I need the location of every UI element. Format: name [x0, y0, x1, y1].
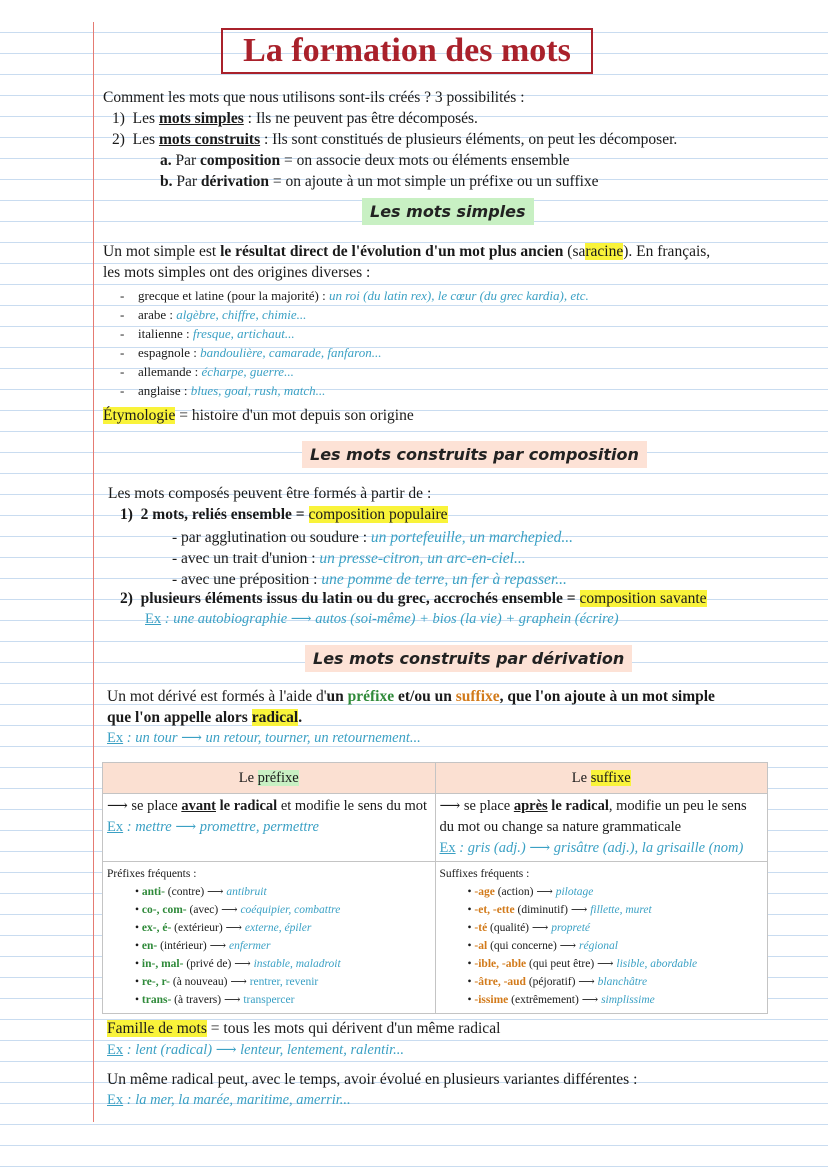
point-label: Les: [132, 131, 156, 148]
list-item: • in-, mal- (privé de) ⟶ instable, maladroit: [135, 958, 341, 970]
table-row: [103, 794, 768, 862]
derivation-example: Ex : un tour ⟶ un retour, tourner, un retournement...: [107, 730, 421, 746]
famille-definition: Famille de mots = tous les mots qui dérivent d'un même radical: [107, 1020, 501, 1037]
section-heading-simples: Les mots simples: [362, 198, 534, 225]
simples-origins-intro: les mots simples ont des origines diverses :: [103, 264, 371, 281]
list-item: - allemande : écharpe, guerre...: [120, 364, 294, 379]
point-label: Les: [132, 110, 156, 127]
margin-line: [93, 22, 94, 1122]
intro-point-a: a. Par composition = on associe deux mots ou éléments ensemble: [160, 152, 570, 169]
section-heading-composition: Les mots construits par composition: [302, 441, 647, 468]
list-item: • ex-, é- (extérieur) ⟶ externe, épiler: [135, 922, 312, 934]
intro-point-1: [112, 110, 478, 128]
list-item: • -té (qualité) ⟶ propreté: [467, 922, 591, 934]
list-item: • -âtre, -aud (péjoratif) ⟶ blanchâtre: [467, 976, 648, 988]
prefixes-frequents: Préfixes fréquents : • anti- (contre) ⟶ antibruit • co-, com- (avec) ⟶ coéquipier, combattre • ex-, é- (extérieur) ⟶ externe, épiler • en- (intérieur) ⟶ enfermer • in-, mal- (privé de) ⟶ instable, maladroit • re-, r- (à nouveau) ⟶ rentrer, revenir • trans- (à travers) ⟶ transpercer: [103, 862, 436, 1014]
point-number: 1): [112, 110, 125, 127]
section-heading-derivation: Les mots construits par dérivation: [305, 645, 632, 672]
intro-question: Comment les mots que nous utilisons sont-ils créés ? 3 possibilités :: [103, 89, 525, 106]
list-item: • -issime (extrêmement) ⟶ simplissime: [467, 994, 655, 1006]
table-header-row: [103, 763, 768, 794]
composition-item-2: 2) plusieurs éléments issus du latin ou du grec, accrochés ensemble = composition savante: [120, 590, 707, 607]
list-item: - par agglutination ou soudure : un portefeuille, un marchepied...: [172, 529, 574, 546]
derivation-definition: Un mot dérivé est formés à l'aide d'un préfixe et/ou un suffixe, que l'on ajoute à un mot simple: [107, 688, 715, 705]
point-term: mots simples: [158, 110, 244, 127]
table-header-prefixe: Le préfixe: [103, 763, 436, 794]
point-text: : Ils sont constitués de plusieurs éléments, on peut les décomposer.: [260, 131, 678, 148]
affix-table: [102, 762, 768, 1014]
composition-subitems: [172, 527, 573, 590]
simples-definition: Un mot simple est le résultat direct de l'évolution d'un mot plus ancien (saracine). En français,: [103, 243, 711, 260]
composition-item-1: 1) 2 mots, reliés ensemble = composition populaire: [120, 506, 448, 523]
list-item: - italienne : fresque, artichaut...: [120, 326, 295, 341]
famille-example: Ex : lent (radical) ⟶ lenteur, lentement, ralentir...: [107, 1042, 405, 1058]
list-item: - espagnole : bandoulière, camarade, fanfaron...: [120, 345, 382, 360]
derivation-definition-2: que l'on appelle alors radical.: [107, 709, 303, 726]
list-item: - arabe : algèbre, chiffre, chimie...: [120, 307, 307, 322]
intro-point-b: b. Par dérivation = on ajoute à un mot simple un préfixe ou un suffixe: [160, 173, 599, 190]
list-item: • anti- (contre) ⟶ antibruit: [135, 886, 267, 898]
prefixe-description: ⟶ se place avant le radical et modifie le sens du mot Ex : mettre ⟶ promettre, permettre: [103, 794, 436, 862]
composition-intro: Les mots composés peuvent être formés à partir de :: [108, 485, 432, 502]
point-text: : Ils ne peuvent pas être décomposés.: [243, 110, 478, 127]
point-number: 2): [112, 131, 125, 148]
point-term: mots construits: [158, 131, 261, 148]
list-item: • trans- (à travers) ⟶ transpercer: [135, 994, 295, 1006]
list-item: - avec un trait d'union : un presse-citron, un arc-en-ciel...: [172, 550, 526, 567]
origins-list: [120, 286, 589, 400]
table-header-suffixe: Le suffixe: [435, 763, 768, 794]
table-row: [103, 862, 768, 1014]
list-item: • en- (intérieur) ⟶ enfermer: [135, 940, 271, 952]
list-item: • -age (action) ⟶ pilotage: [467, 886, 594, 898]
list-item: • re-, r- (à nouveau) ⟶ rentrer, revenir: [135, 976, 319, 988]
list-item: • -ible, -able (qui peut être) ⟶ lisible, abordable: [467, 958, 698, 970]
list-item: • co-, com- (avec) ⟶ coéquipier, combattre: [135, 904, 341, 916]
page-title: La formation des mots: [221, 28, 593, 74]
variantes-example: Ex : la mer, la marée, maritime, amerrir...: [107, 1092, 351, 1108]
intro-point-2: [112, 131, 677, 149]
suffixes-frequents: Suffixes fréquents : • -age (action) ⟶ pilotage • -et, -ette (diminutif) ⟶ fillette, muret • -té (qualité) ⟶ propreté • -al (qui concerne) ⟶ régional • -ible, -able (qui peut être) ⟶ lisible, abordable • -âtre, -aud (péjoratif) ⟶ blanchâtre • -issime (extrêmement) ⟶ simplissime: [435, 862, 768, 1014]
variantes-text: Un même radical peut, avec le temps, avoir évolué en plusieurs variantes différentes :: [107, 1071, 638, 1088]
list-item: - grecque et latine (pour la majorité) : un roi (du latin rex), le cœur (du grec kardia), etc.: [120, 288, 589, 303]
suffixe-description: ⟶ se place après le radical, modifie un peu le sens du mot ou change sa nature grammaticale Ex : gris (adj.) ⟶ grisâtre (adj.), la grisaille (nom): [435, 794, 768, 862]
etymologie-definition: Étymologie = histoire d'un mot depuis son origine: [103, 407, 414, 424]
list-item: • -et, -ette (diminutif) ⟶ fillette, muret: [467, 904, 652, 916]
list-item: - anglaise : blues, goal, rush, match...: [120, 383, 326, 398]
list-item: - avec une préposition : une pomme de terre, un fer à repasser...: [172, 571, 567, 588]
composition-example: Ex : une autobiographie ⟶ autos (soi-même) + bios (la vie) + graphein (écrire): [145, 611, 619, 627]
list-item: • -al (qui concerne) ⟶ régional: [467, 940, 619, 952]
